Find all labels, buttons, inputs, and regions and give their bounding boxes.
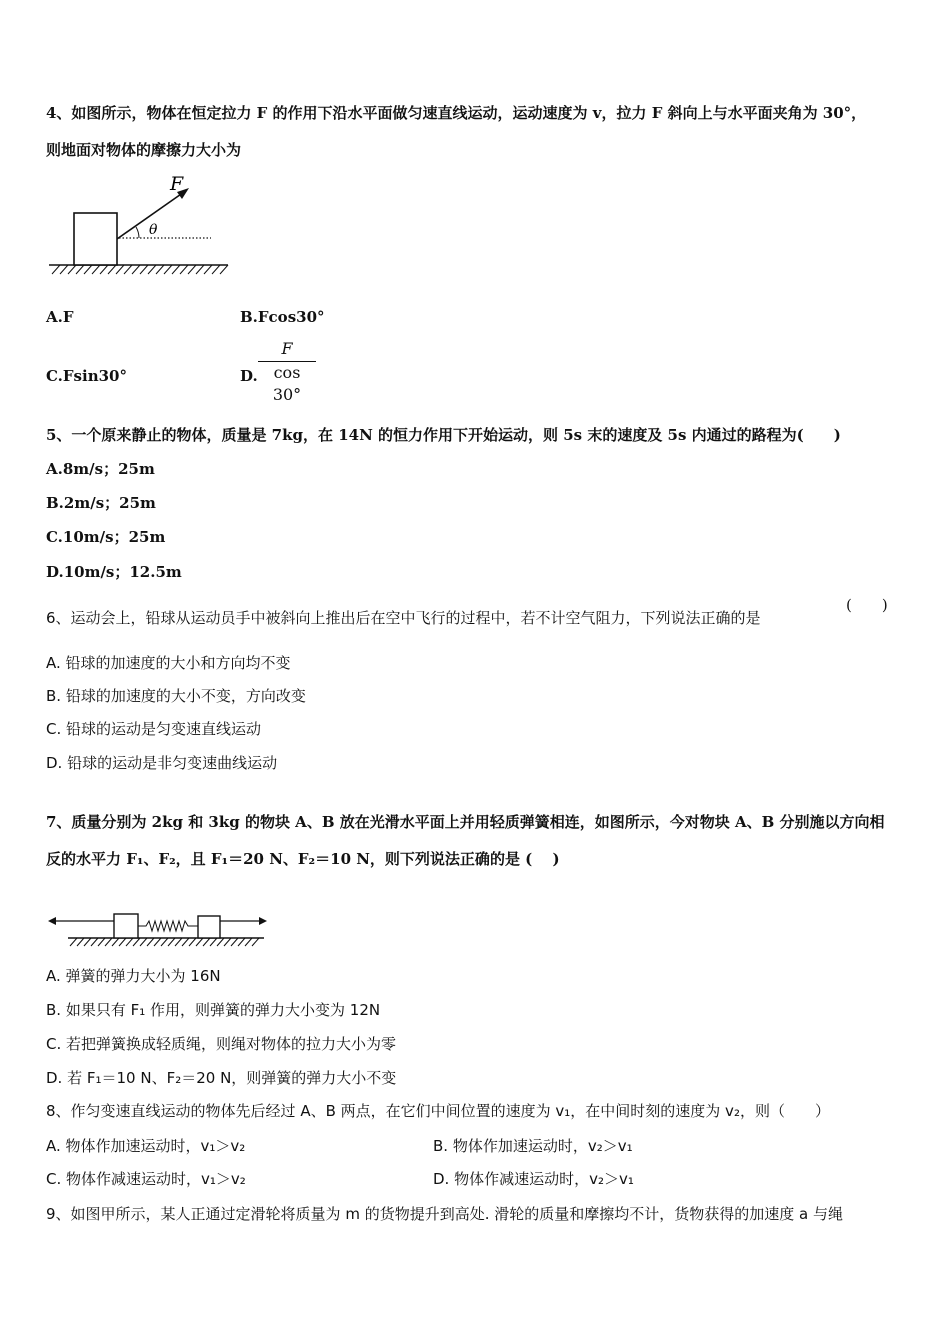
q6-option-d: D. 铅球的运动是非匀变速曲线运动 xyxy=(46,754,278,772)
q5-option-a: A.8m/s；25m xyxy=(46,460,155,478)
q8-option-d: D. 物体作减速运动时，v₂＞v₁ xyxy=(433,1170,634,1188)
q7-option-a: A. 弹簧的弹力大小为 16N xyxy=(46,967,221,985)
q8-stem: 8、作匀变速直线运动的物体先后经过 A、B 两点，在它们中间位置的速度为 v₁，在中间时刻的速度为 v₂，则（ ） xyxy=(46,1102,830,1120)
q4-option-a: A.F xyxy=(46,308,74,326)
q7-stem-line1: 7、质量分别为 2kg 和 3kg 的物块 A、B 放在光滑水平面上并用轻质弹簧相连，如图所示，今对物块 A、B 分别施以方向相 xyxy=(46,813,885,831)
q4-option-b: B.Fcos30° xyxy=(240,308,325,326)
q5-option-c: C.10m/s；25m xyxy=(46,528,166,546)
q4-stem-line2: 则地面对物体的摩擦力大小为 xyxy=(46,141,242,159)
q7-spring xyxy=(138,921,198,931)
q4-force-label: F xyxy=(170,173,184,195)
q7-ground-hatch xyxy=(70,938,259,946)
q4-angle-label: θ xyxy=(149,222,158,238)
q4-fraction-numerator: F xyxy=(281,339,293,358)
q6-stem: 6、运动会上，铅球从运动员手中被斜向上推出后在空中飞行的过程中，若不计空气阻力，下列说法正确的是 xyxy=(46,609,761,627)
q5-option-d: D.10m/s；12.5m xyxy=(46,563,182,581)
q8-option-c: C. 物体作减速运动时，v₁＞v₂ xyxy=(46,1170,246,1188)
q7-figure xyxy=(46,905,271,955)
q4-stem-line1: 4、如图所示，物体在恒定拉力 F 的作用下沿水平面做匀速直线运动，运动速度为 v，拉力 F 斜向上与水平面夹角为 30°， xyxy=(46,104,867,122)
q7-option-b: B. 如果只有 F₁ 作用，则弹簧的弹力大小变为 12N xyxy=(46,1001,381,1019)
q4-ground-hatch xyxy=(52,265,228,274)
q4-angle-arc xyxy=(136,227,139,238)
q6-option-b: B. 铅球的加速度的大小不变，方向改变 xyxy=(46,687,306,705)
q5-stem: 5、一个原来静止的物体，质量是 7kg，在 14N 的恒力作用下开始运动，则 5s 末的速度及 5s 内通过的路程为( ) xyxy=(46,426,841,444)
q7-block-a xyxy=(114,914,138,938)
q7-force-f1-arrowhead xyxy=(48,917,56,925)
q8-option-b: B. 物体作加速运动时，v₂＞v₁ xyxy=(433,1137,633,1155)
q6-option-a: A. 铅球的加速度的大小和方向均不变 xyxy=(46,654,291,672)
q4-option-d-fraction xyxy=(258,339,316,406)
q4-option-c: C.Fsin30° xyxy=(46,367,127,385)
q7-option-d: D. 若 F₁＝10 N、F₂＝20 N，则弹簧的弹力大小不变 xyxy=(46,1069,397,1087)
q7-option-c: C. 若把弹簧换成轻质绳，则绳对物体的拉力大小为零 xyxy=(46,1035,397,1053)
q4-fraction-denominator: cos 30° xyxy=(272,363,302,404)
q8-option-a: A. 物体作加速运动时，v₁＞v₂ xyxy=(46,1137,246,1155)
q4-option-d-prefix: D. xyxy=(240,367,258,385)
q4-figure xyxy=(46,170,231,280)
q5-option-b: B.2m/s；25m xyxy=(46,494,156,512)
q4-block xyxy=(74,213,117,265)
q7-force-f2-arrowhead xyxy=(259,917,267,925)
q6-paren: ( ) xyxy=(846,596,888,614)
q6-option-c: C. 铅球的运动是匀变速直线运动 xyxy=(46,720,262,738)
q7-stem-line2: 反的水平力 F₁、F₂，且 F₁＝20 N、F₂＝10 N，则下列说法正确的是 ( ) xyxy=(46,850,560,868)
q9-stem: 9、如图甲所示，某人正通过定滑轮将质量为 m 的货物提升到高处. 滑轮的质量和摩擦均不计，货物获得的加速度 a 与绳 xyxy=(46,1205,843,1223)
q7-block-b xyxy=(198,916,220,938)
